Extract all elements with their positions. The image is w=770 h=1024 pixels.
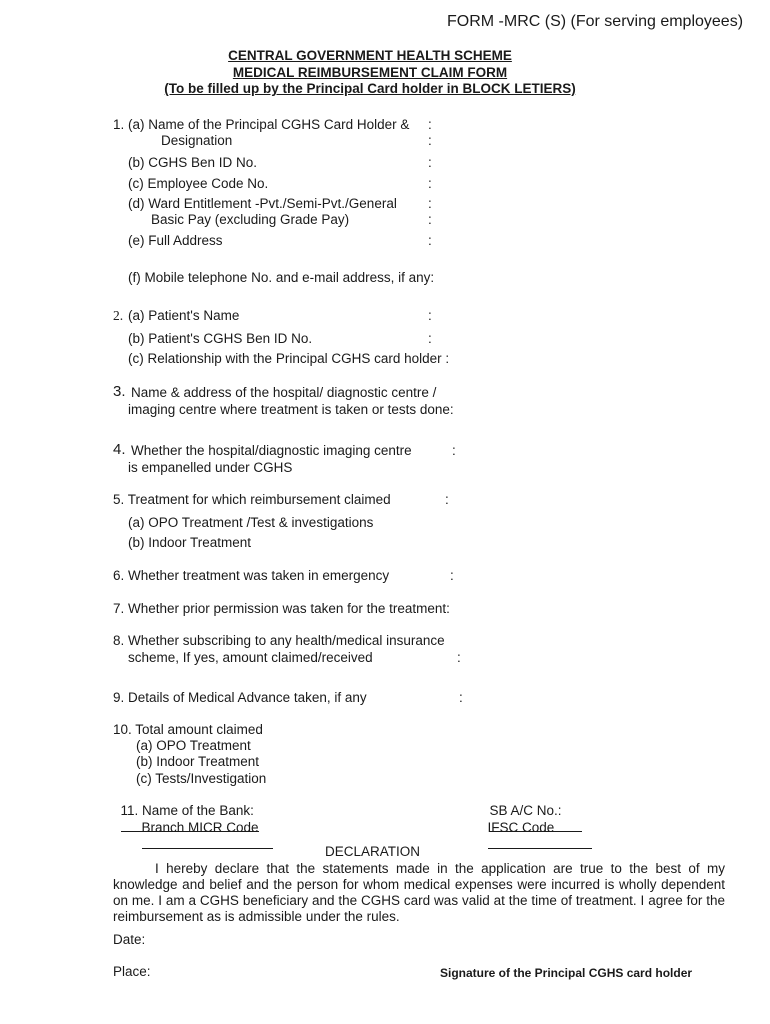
q1e-colon: : [428,233,432,248]
q5a-label: (a) OPO Treatment /Test & investigations [128,515,374,530]
micr-field[interactable] [142,836,273,849]
ifsc-field[interactable] [488,836,592,849]
q2c-label: (c) Relationship with the Principal CGHS card holder : [128,351,450,366]
ifsc-row [480,804,592,853]
q3-label: Name & address of the hospital/ diagnostic centre / [131,385,437,400]
title-form: MEDICAL REIMBURSEMENT CLAIM FORM [232,65,508,80]
q1a-designation-label: Designation [161,133,233,148]
q1c-label: (c) Employee Code No. [128,176,269,191]
q4-number: 4. [113,441,126,458]
bank-name-label: 11. Name of the Bank: [120,803,254,818]
q10a-label: (a) OPO Treatment [136,738,251,753]
q8-label: 8. Whether subscribing to any health/medical insurance [113,633,445,648]
q5-label: 5. Treatment for which reimbursement claimed [113,492,391,507]
q6-label: 6. Whether treatment was taken in emergency [113,568,390,583]
form-code: FORM -MRC (S) (For serving employees) [447,13,744,30]
q2b-label: (b) Patient's CGHS Ben ID No. [128,331,313,346]
q1b-label: (b) CGHS Ben ID No. [128,155,258,170]
q8-colon: : [457,650,461,665]
q2-number: 2. [113,308,124,323]
q1a-colon: : [428,117,432,132]
q7-label: 7. Whether prior permission was taken for the treatment: [113,601,450,616]
place-label: Place: [113,964,151,979]
ifsc-label: IFSC Code [487,820,555,835]
q10-label: 10. Total amount claimed [113,722,263,737]
q4-label-cont: is empanelled under CGHS [128,460,293,475]
q3-label-cont: imaging centre where treatment is taken or tests done: [128,402,454,417]
q6-colon: : [450,568,454,583]
q5-colon: : [445,492,449,507]
q1d-basic-pay-label: Basic Pay (excluding Grade Pay) [151,212,350,227]
q5b-label: (b) Indoor Treatment [128,535,252,550]
title-instruction: (To be filled up by the Principal Card holder in BLOCK LETIERS) [164,81,576,96]
q2b-colon: : [428,331,432,346]
title-scheme: CENTRAL GOVERNMENT HEALTH SCHEME [228,48,512,63]
q1e-label: (e) Full Address [128,233,223,248]
q1f-label: (f) Mobile telephone No. and e-mail address, if any: [128,270,435,285]
q9-colon: : [459,690,463,705]
q1c-colon: : [428,176,432,191]
date-label: Date: [113,932,146,947]
q2a-label: (a) Patient's Name [128,308,240,323]
q9-label: 9. Details of Medical Advance taken, if any [113,690,367,705]
q2a-colon: : [428,308,432,323]
declaration-heading: DECLARATION [325,844,421,859]
q3-number: 3. [113,383,126,400]
sb-ac-label: SB A/C No.: [489,803,562,818]
micr-label: Branch MICR Code [141,820,259,835]
q10c-label: (c) Tests/Investigation [136,771,267,786]
q1a-label: 1. (a) Name of the Principal CGHS Card Holder & [113,117,410,132]
q8-label-cont: scheme, If yes, amount claimed/received [128,650,373,665]
q4-label: Whether the hospital/diagnostic imaging centre [131,443,412,458]
q1a2-colon: : [428,133,432,148]
q1b-colon: : [428,155,432,170]
micr-row [134,804,273,853]
q1d2-colon: : [428,212,432,227]
q1d-label: (d) Ward Entitlement -Pvt./Semi-Pvt./General [128,196,397,211]
signature-label: Signature of the Principal CGHS card holder [440,966,693,980]
q10b-label: (b) Indoor Treatment [136,754,260,769]
q1d-colon: : [428,196,432,211]
declaration-text: I hereby declare that the statements made in the application are true to the best of my knowledge and belief and the person for whom medical expenses were incurred is wholly dependent on me. I am a CGHS beneficiary and the CGHS card was valid at the time of treatment. I agree for the reimbursement as is admissible under the rules. [113,861,725,924]
q4-colon: : [452,443,456,458]
